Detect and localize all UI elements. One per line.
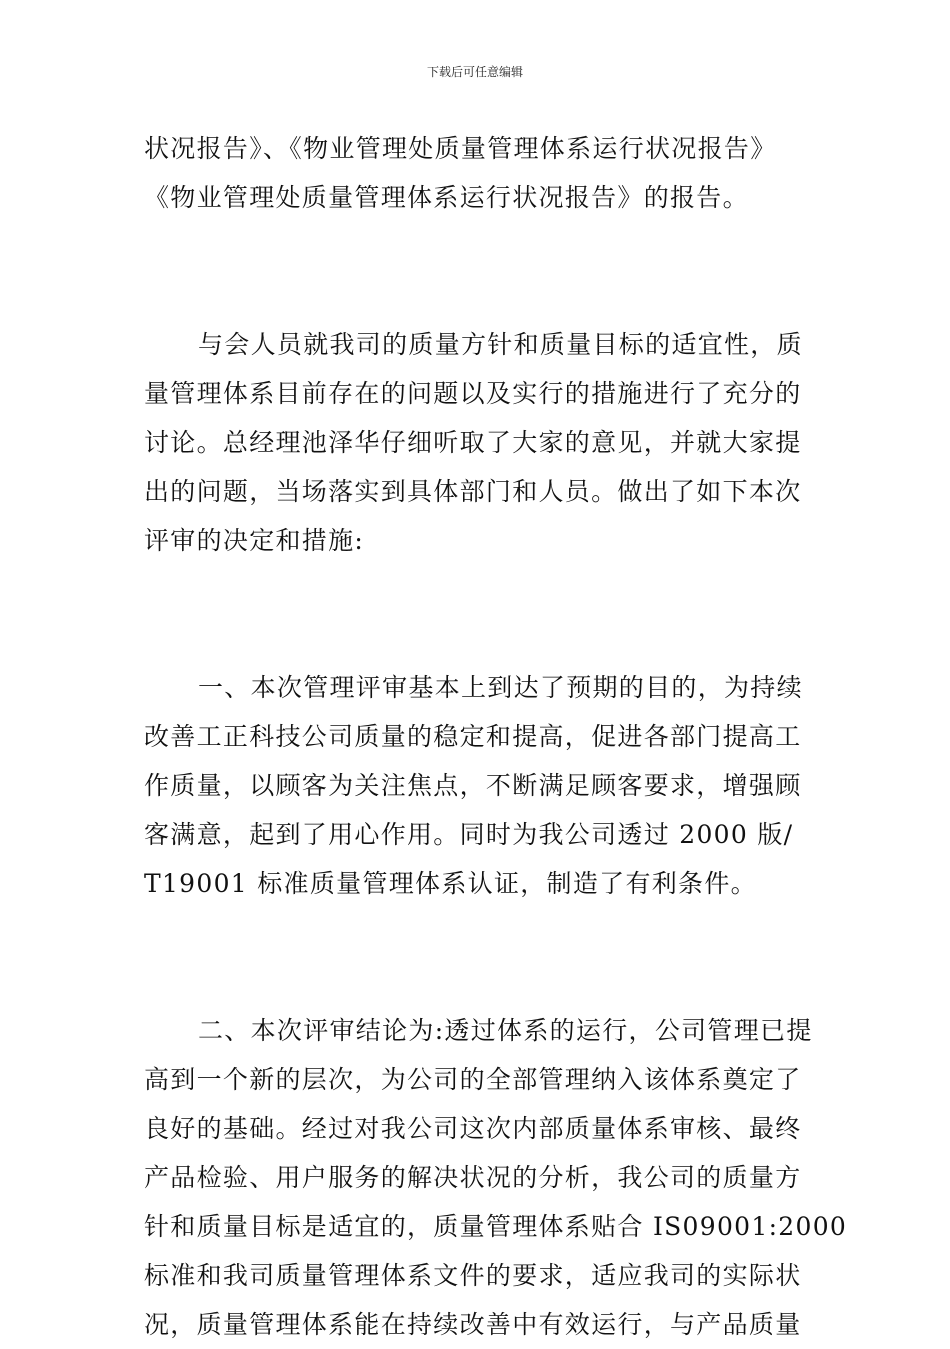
page-header: 下载后可任意编辑 [426, 65, 523, 79]
paragraph-4 [144, 1006, 848, 1349]
text-line: 针和质量目标是适宜的，质量管理体系贴合 IS09001:2000 [144, 1212, 848, 1241]
paragraph-gap [144, 565, 814, 663]
text-line: 一、本次管理评审基本上到达了预期的目的，为持续 [198, 673, 803, 702]
text-line: 高到一个新的层次，为公司的全部管理纳入该体系奠定了 [144, 1065, 802, 1094]
text-line: 作质量，以顾客为关注焦点，不断满足顾客要求，增强顾 [144, 771, 802, 800]
paragraph-1 [144, 124, 814, 222]
text-line: 讨论。总经理池泽华仔细听取了大家的意见，并就大家提 [144, 428, 802, 457]
paragraph-3 [144, 663, 814, 908]
text-line: 改善工正科技公司质量的稳定和提高，促进各部门提高工 [144, 722, 802, 751]
text-line: 状况报告》、《物业管理处质量管理体系运行状况报告》 [144, 134, 777, 163]
text-line: 二、本次评审结论为:透过体系的运行，公司管理已提 [198, 1016, 813, 1045]
document-body [144, 124, 848, 1349]
paragraph-gap [144, 222, 814, 320]
text-line: 良好的基础。经过对我公司这次内部质量体系审核、最终 [144, 1114, 802, 1143]
text-line: 《物业管理处质量管理体系运行状况报告》的报告。 [144, 183, 749, 212]
text-line: 量管理体系目前存在的问题以及实行的措施进行了充分的 [144, 379, 802, 408]
text-line: 与会人员就我司的质量方针和质量目标的适宜性，质 [198, 330, 803, 359]
text-line: 产品检验、用户服务的解决状况的分析，我公司的质量方 [144, 1163, 802, 1192]
text-line: 评审的决定和措施: [144, 526, 365, 555]
paragraph-2 [144, 320, 814, 565]
text-line: 客满意，起到了用心作用。同时为我公司透过 2000 版/ [144, 820, 794, 849]
text-line: 况，质量管理体系能在持续改善中有效运行，与产品质量 [144, 1310, 802, 1339]
text-line: 标准和我司质量管理体系文件的要求，适应我司的实际状 [144, 1261, 802, 1290]
text-line: T19001 标准质量管理体系认证，制造了有利条件。 [144, 869, 757, 898]
paragraph-gap [144, 908, 814, 1006]
text-line: 出的问题，当场落实到具体部门和人员。做出了如下本次 [144, 477, 802, 506]
